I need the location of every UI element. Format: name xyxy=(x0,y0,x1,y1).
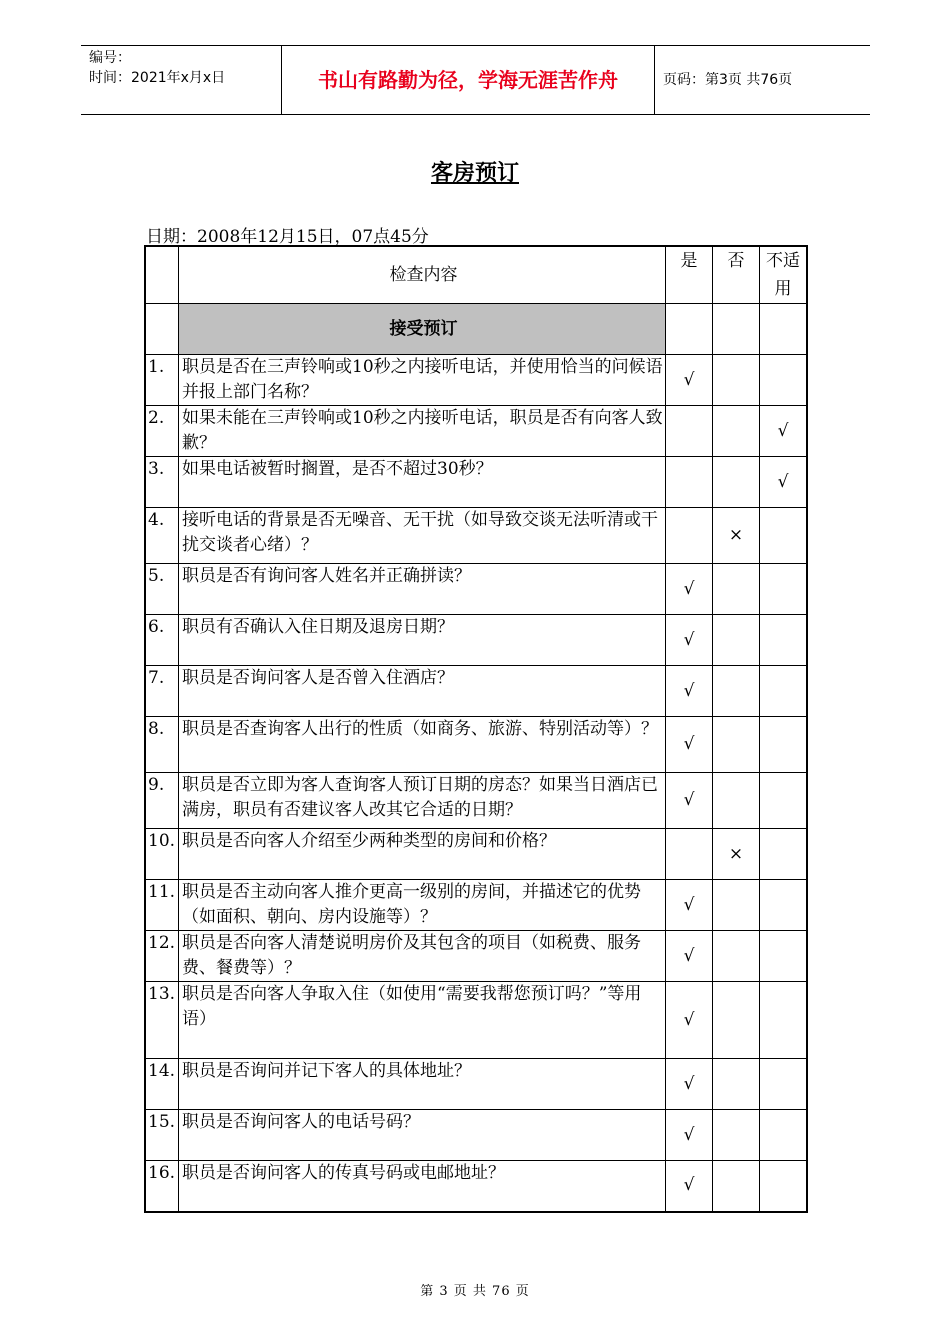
mark-no xyxy=(713,457,760,508)
header-divider xyxy=(654,46,655,114)
table-row xyxy=(145,982,807,1059)
table-row xyxy=(145,717,807,773)
row-number: 13. xyxy=(145,982,179,1059)
table-row xyxy=(145,355,807,406)
mark-no xyxy=(713,880,760,931)
row-number: 6. xyxy=(145,615,179,666)
mark-na xyxy=(760,564,808,615)
mark-na: √ xyxy=(760,406,808,457)
section-blank-cell xyxy=(760,304,808,355)
col-header-content: 检查内容 xyxy=(179,246,666,304)
mark-na xyxy=(760,773,808,829)
row-number: 1. xyxy=(145,355,179,406)
mark-yes: √ xyxy=(666,1110,713,1161)
table-row xyxy=(145,931,807,982)
section-row xyxy=(145,304,807,355)
mark-yes: √ xyxy=(666,880,713,931)
mark-yes: √ xyxy=(666,717,713,773)
mark-na xyxy=(760,880,808,931)
row-number: 14. xyxy=(145,1059,179,1110)
row-number: 16. xyxy=(145,1161,179,1212)
table-row xyxy=(145,1110,807,1161)
row-number: 5. xyxy=(145,564,179,615)
mark-yes xyxy=(666,829,713,880)
mark-no: × xyxy=(713,829,760,880)
page-footer: 第 3 页 共 76 页 xyxy=(420,1284,530,1299)
mark-yes xyxy=(666,406,713,457)
mark-na xyxy=(760,982,808,1059)
mark-yes xyxy=(666,457,713,508)
section-blank-cell xyxy=(713,304,760,355)
row-question: 职员是否询问客人的传真号码或电邮地址？ xyxy=(179,1161,666,1212)
table-row xyxy=(145,1161,807,1212)
header-motto: 书山有路勤为径，学海无涯苦作舟 xyxy=(318,68,618,92)
page-title: 客房预订 xyxy=(430,161,519,186)
table-row xyxy=(145,615,807,666)
row-question: 如果电话被暂时搁置，是否不超过30秒？ xyxy=(179,457,666,508)
row-question: 职员有否确认入住日期及退房日期？ xyxy=(179,615,666,666)
row-question: 职员是否询问并记下客人的具体地址？ xyxy=(179,1059,666,1110)
col-header-na: 不适用 xyxy=(760,246,808,304)
time-label: 时间：2021年x月x日 xyxy=(89,70,226,86)
row-question: 职员是否在三声铃响或10秒之内接听电话，并使用恰当的问候语并报上部门名称？ xyxy=(179,355,666,406)
mark-no xyxy=(713,564,760,615)
row-question: 职员是否询问客人是否曾入住酒店？ xyxy=(179,666,666,717)
row-number: 4. xyxy=(145,508,179,564)
table-row xyxy=(145,829,807,880)
row-question: 职员是否主动向客人推介更高一级别的房间，并描述它的优势（如面积、朝向、房内设施等）？ xyxy=(179,880,666,931)
mark-yes: √ xyxy=(666,982,713,1059)
row-question: 职员是否查询客人出行的性质（如商务、旅游、特别活动等）？ xyxy=(179,717,666,773)
page-header xyxy=(81,45,870,115)
section-blank-cell xyxy=(666,304,713,355)
mark-yes xyxy=(666,508,713,564)
header-blank-cell xyxy=(145,246,179,304)
section-title: 接受预订 xyxy=(179,304,666,355)
mark-na xyxy=(760,1161,808,1212)
row-question: 如果未能在三声铃响或10秒之内接听电话，职员是否有向客人致歉？ xyxy=(179,406,666,457)
table-row xyxy=(145,666,807,717)
row-question: 职员是否立即为客人查询客人预订日期的房态？如果当日酒店已满房，职员有否建议客人改其它合适的日期？ xyxy=(179,773,666,829)
row-number: 7. xyxy=(145,666,179,717)
table-row xyxy=(145,880,807,931)
mark-no xyxy=(713,406,760,457)
mark-no xyxy=(713,1161,760,1212)
mark-na xyxy=(760,1059,808,1110)
col-header-yes: 是 xyxy=(666,246,713,304)
mark-na xyxy=(760,1110,808,1161)
mark-no xyxy=(713,355,760,406)
row-question: 职员是否向客人介绍至少两种类型的房间和价格？ xyxy=(179,829,666,880)
mark-no xyxy=(713,773,760,829)
mark-yes: √ xyxy=(666,666,713,717)
mark-yes: √ xyxy=(666,1059,713,1110)
number-label: 编号： xyxy=(89,50,131,66)
table-row xyxy=(145,508,807,564)
mark-no xyxy=(713,615,760,666)
mark-no xyxy=(713,666,760,717)
table-row xyxy=(145,564,807,615)
table-header-row xyxy=(145,246,807,304)
table-row xyxy=(145,406,807,457)
mark-na: √ xyxy=(760,457,808,508)
table-row xyxy=(145,773,807,829)
mark-no xyxy=(713,1110,760,1161)
mark-yes: √ xyxy=(666,564,713,615)
header-meta xyxy=(89,48,281,88)
row-question: 职员是否询问客人的电话号码？ xyxy=(179,1110,666,1161)
row-number: 8. xyxy=(145,717,179,773)
section-blank-cell xyxy=(145,304,179,355)
mark-yes: √ xyxy=(666,1161,713,1212)
mark-na xyxy=(760,666,808,717)
date-line: 日期：2008年12月15日，07点45分 xyxy=(146,227,429,247)
table-row xyxy=(145,1059,807,1110)
mark-yes: √ xyxy=(666,355,713,406)
mark-no xyxy=(713,982,760,1059)
mark-na xyxy=(760,717,808,773)
row-number: 10. xyxy=(145,829,179,880)
checklist-table xyxy=(144,245,808,1213)
table-row xyxy=(145,457,807,508)
mark-no: × xyxy=(713,508,760,564)
row-number: 11. xyxy=(145,880,179,931)
row-question: 职员是否向客人清楚说明房价及其包含的项目（如税费、服务费、餐费等）？ xyxy=(179,931,666,982)
row-number: 9. xyxy=(145,773,179,829)
row-number: 15. xyxy=(145,1110,179,1161)
mark-no xyxy=(713,717,760,773)
row-question: 接听电话的背景是否无噪音、无干扰（如导致交谈无法听清或干扰交谈者心绪）？ xyxy=(179,508,666,564)
mark-na xyxy=(760,508,808,564)
row-question: 职员是否向客人争取入住（如使用“需要我帮您预订吗？”等用语） xyxy=(179,982,666,1059)
row-question: 职员是否有询问客人姓名并正确拼读？ xyxy=(179,564,666,615)
mark-na xyxy=(760,615,808,666)
mark-no xyxy=(713,931,760,982)
mark-yes: √ xyxy=(666,931,713,982)
mark-na xyxy=(760,931,808,982)
row-number: 12. xyxy=(145,931,179,982)
row-number: 2. xyxy=(145,406,179,457)
mark-na xyxy=(760,355,808,406)
row-number: 3. xyxy=(145,457,179,508)
header-page-label: 页码：第3页 共76页 xyxy=(663,72,793,88)
mark-yes: √ xyxy=(666,615,713,666)
col-header-no: 否 xyxy=(713,246,760,304)
mark-no xyxy=(713,1059,760,1110)
mark-yes: √ xyxy=(666,773,713,829)
mark-na xyxy=(760,829,808,880)
